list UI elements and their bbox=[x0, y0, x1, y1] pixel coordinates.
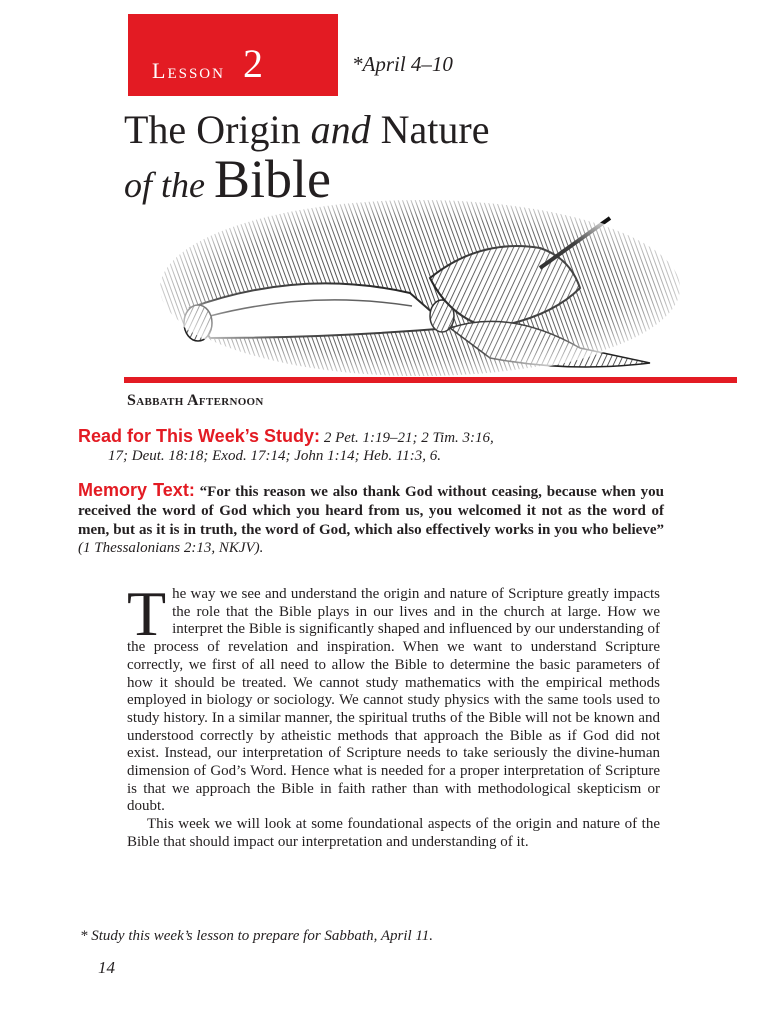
body-paragraph: This week we will look at some foundational aspects of the origin and nature of the Bible that should impact our interpretation and understanding of it. bbox=[127, 816, 660, 850]
page-title-line1 bbox=[124, 107, 490, 152]
title-text: Nature bbox=[370, 107, 490, 152]
scroll-and-hand-illustration bbox=[150, 198, 690, 378]
read-references: 2 Pet. 1:19–21; 2 Tim. 3:16, bbox=[320, 430, 494, 446]
paragraph-text: he way we see and understand the origin and nature of Scripture greatly impacts the role that the Bible plays in our lives and in the church at large. How we interpret the Bible is significantly shaped and influenced by our understanding of the process of revelation and inspiration. When we want to understand Scripture correctly, we first of all need to allow the Bible to determine the basic parameters of how it should be treated. We cannot study mathematics with the empirical methods employed in biology or sociology. We cannot study physics with the same tools used to study history. In a similar manner, the spiritual truths of the Bible will not be known and understood correctly by atheistic methods that approach the Bible as if God did not exist. Instead, our interpretation of Scripture needs to take seriously the divine-human dimension of God’s Word. Hence what is needed for a proper interpretation of Scripture is that we approach the Bible in faith rather than with methodological skepticism or doubt. bbox=[127, 586, 660, 815]
read-references-cont: 17; Deut. 18:18; Exod. 17:14; John 1:14; Heb. 11:3, 6. bbox=[108, 448, 441, 464]
drop-cap: T bbox=[127, 578, 167, 649]
page-number: 14 bbox=[98, 958, 115, 977]
title-text-italic: of the bbox=[124, 165, 214, 205]
lesson-label: Lesson bbox=[152, 58, 225, 83]
read-for-study bbox=[78, 427, 664, 465]
body-paragraph bbox=[127, 578, 660, 816]
section-divider bbox=[124, 377, 737, 383]
section-heading: Sabbath Afternoon bbox=[127, 392, 264, 409]
memory-reference: (1 Thessalonians 2:13, NKJV). bbox=[78, 540, 264, 557]
lesson-banner bbox=[128, 14, 338, 96]
memory-quote: “For this reason we also thank God without ceasing, because when you received the word of God which you heard from us, you welcomed it not as the word of men, but as it is in truth, the word of God, which also effectively works in you who believe” bbox=[78, 484, 664, 538]
lesson-number: 2 bbox=[242, 41, 263, 86]
read-label: Read for This Week’s Study: bbox=[78, 426, 321, 446]
lesson-body bbox=[127, 578, 660, 852]
lesson-date: *April 4–10 bbox=[352, 52, 453, 76]
footnote: * Study this week’s lesson to prepare for Sabbath, April 11. bbox=[80, 928, 434, 944]
memory-label: Memory Text: bbox=[78, 480, 195, 500]
title-text-italic: and bbox=[310, 107, 371, 152]
memory-text bbox=[78, 481, 664, 558]
title-text: Bible bbox=[213, 149, 331, 209]
title-text: The Origin bbox=[124, 107, 311, 152]
